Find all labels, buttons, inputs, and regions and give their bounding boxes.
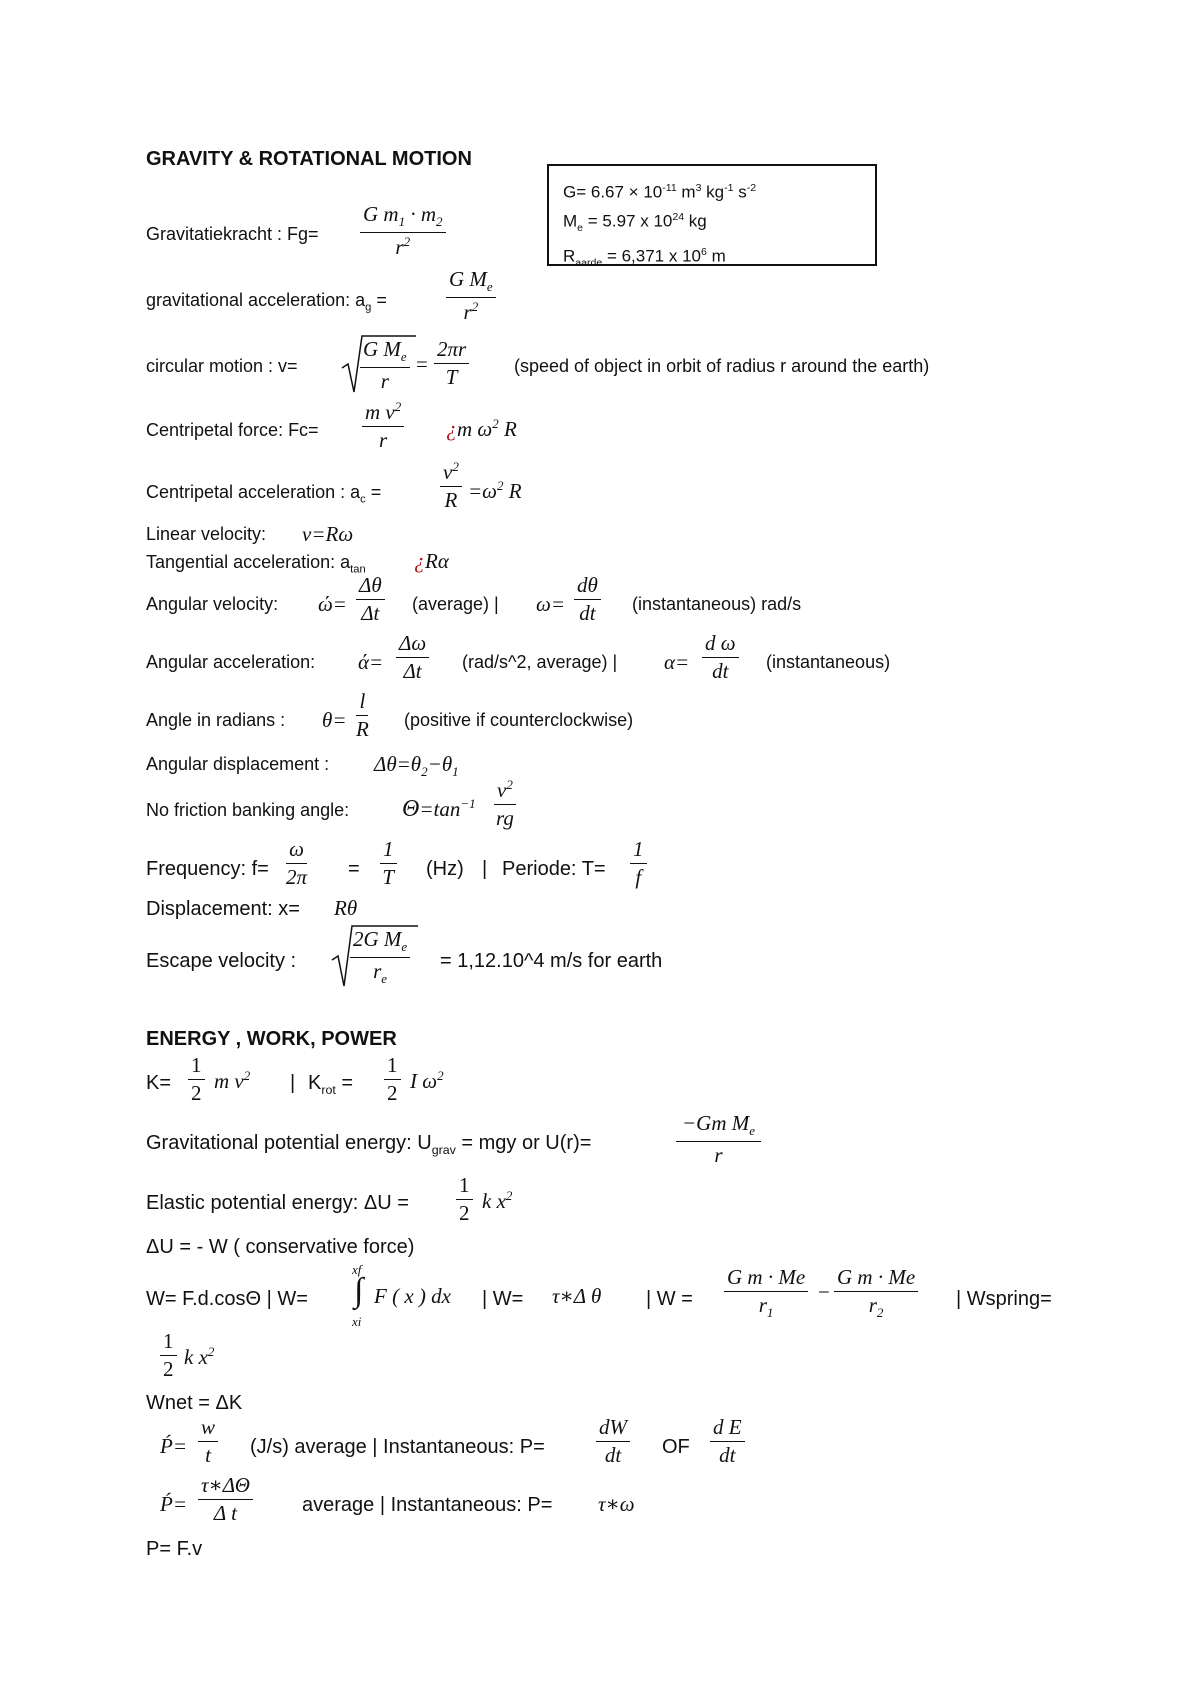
label-displacement: Displacement: x=	[146, 898, 300, 920]
label-periode: Periode: T=	[502, 858, 606, 880]
formula-angle-radians: $\frac{l}{R}$	[356, 689, 369, 742]
formula-tangential-acceleration: ¿Rα	[414, 548, 449, 573]
frequency-equals: =	[348, 858, 360, 880]
formula-power-rotational-inst: τ∗ω	[598, 1492, 635, 1516]
label-angle-radians: Angle in radians :	[146, 710, 286, 730]
formula-angular-acceleration-inst: $\frac{\text{d ω}}{dt}$	[702, 632, 739, 683]
minus-sign: −	[818, 1280, 830, 1304]
formula-linear-velocity: v=Rω	[302, 522, 354, 546]
integral-lower-limit: xi	[352, 1314, 362, 1329]
formula-centripetal-acceleration-alt: $=\omega^2$ R	[468, 478, 522, 503]
formula-frequency-omega: $\frac{\omega}{2\pi}$	[286, 837, 308, 890]
constant-g: $G= 6.67 \times 10^{-11}$ $m^3$ $kg^{-1}$ $s^{-2}$	[563, 182, 757, 202]
section-title-energy: ENERGY , WORK, POWER	[146, 1028, 397, 1050]
note-angle-radians: (positive if counterclockwise)	[404, 710, 634, 730]
formula-omega-inst-lhs: ω=	[536, 592, 565, 616]
formula-work-integral: F ( x ) dx	[374, 1284, 451, 1308]
label-banking-angle: No friction banking angle:	[146, 800, 350, 820]
formula-work-gravity-r2: $\frac{\text{G m · Me}}{r_2}$	[834, 1266, 918, 1321]
label-centripetal-force: Centripetal force: Fc=	[146, 420, 319, 440]
formula-grav-acceleration: $\frac{G M_e}{r^2}$	[446, 268, 496, 324]
label-grav-acceleration: gravitational acceleration: $a_g$ =	[146, 290, 387, 314]
formula-power-rotational-avg: $\frac{\tau∗\Delta\Theta}{\text{Δ t}}$	[198, 1474, 253, 1525]
label-circular-motion: circular motion : v=	[146, 356, 298, 376]
formula-kinetic-energy: m $v^2$	[214, 1068, 251, 1093]
formula-work-gravity-r1: $\frac{\text{G m · Me}}{r_1}$	[724, 1266, 808, 1321]
formula-escape-velocity: $\frac{2G M_e}{r_e}$	[350, 928, 410, 986]
formula-circular-motion-a: $\frac{G M_e}{r}$	[360, 338, 410, 393]
label-angular-displacement: Angular displacement :	[146, 754, 330, 774]
formula-angular-displacement: $\Delta\theta=\theta_2-\theta_1$	[374, 752, 459, 780]
formula-elastic-half: $\frac{1}{2}$	[456, 1174, 473, 1225]
integral-sign: ∫	[354, 1272, 364, 1309]
label-angular-velocity: Angular velocity:	[146, 594, 279, 614]
constant-r-aarde: $R_{aarde} = 6,371$ x $10^6$ m	[563, 245, 726, 269]
label-escape-velocity: Escape velocity :	[146, 950, 297, 972]
label-work-torque: | W=	[482, 1288, 524, 1310]
formula-banking-lhs: $\Theta=\tan^{-1}$	[402, 796, 476, 822]
escape-velocity-value: = 1,12.10^4 m/s for earth	[440, 950, 663, 972]
formula-kinetic-half: $\frac{1}{2}$	[188, 1054, 205, 1105]
formula-power-inst: $\frac{dW}{dt}$	[596, 1416, 630, 1467]
integral-upper-limit: xf	[352, 1262, 362, 1277]
label-elastic-potential: Elastic potential energy: ΔU =	[146, 1192, 409, 1214]
power-rotational-note: average | Instantaneous: P=	[302, 1494, 553, 1516]
formula-angular-velocity-inst: $\frac{d\theta}{dt}$	[574, 574, 601, 625]
label-work-gravity: | W =	[646, 1288, 693, 1310]
label-angular-acceleration: Angular acceleration:	[146, 652, 316, 672]
power-force-velocity: P= F.v	[146, 1538, 203, 1560]
label-linear-velocity: Linear velocity:	[146, 524, 267, 544]
label-frequency: Frequency: f=	[146, 858, 269, 880]
label-work-spring: | Wspring=	[956, 1288, 1052, 1310]
note-angular-acceleration-avg: (rad/s^2, average) |	[462, 652, 618, 672]
formula-work-spring: k $x^2$	[184, 1344, 215, 1369]
formula-centripetal-acceleration: $\frac{v^2}{R}$	[440, 460, 462, 512]
formula-theta-lhs: θ=	[322, 708, 347, 732]
formula-periode: $\frac{1}{f}$	[630, 838, 647, 889]
label-kinetic-energy: K=	[146, 1072, 172, 1094]
frequency-separator: |	[482, 858, 488, 880]
formula-displacement: Rθ	[334, 896, 358, 920]
constants-box	[547, 164, 877, 269]
formula-angular-acceleration-avg: $\frac{\Delta\omega}{\Delta t}$	[396, 632, 429, 683]
formula-centripetal-force: $\frac{m v^2}{r}$	[362, 400, 404, 452]
note-angular-acceleration-inst: (instantaneous)	[766, 652, 891, 672]
label-tangential-acceleration: Tangential acceleration: $a_{tan}$	[146, 552, 366, 576]
delta-u-conservative: ΔU = - W ( conservative force)	[146, 1236, 415, 1258]
formula-elastic-potential: k $x^2$	[482, 1188, 513, 1213]
note-circular-motion: (speed of object in orbit of radius r around the earth)	[514, 356, 930, 376]
formula-spring-half: $\frac{1}{2}$	[160, 1330, 177, 1381]
kinetic-separator: |	[290, 1072, 296, 1094]
formula-centripetal-force-alt: ¿m $\omega^2$ R	[446, 416, 517, 441]
power-average-note: (J/s) average | Instantaneous: P=	[250, 1436, 545, 1458]
formula-frequency-period: $\frac{1}{T}$	[380, 838, 397, 889]
work-energy-theorem: Wnet = ΔK	[146, 1392, 243, 1414]
formula-banking-angle: $\frac{v^2}{rg}$	[495, 777, 514, 831]
constant-me: $M_e = 5.97$ x $10^{24}$ kg	[563, 210, 707, 234]
label-work: W= F.d.cosΘ | W=	[146, 1288, 308, 1310]
equals-sign: =	[416, 352, 428, 376]
label-gravitational-potential: Gravitational potential energy: $U_{grav}$ = mgy or U(r)=	[146, 1132, 592, 1157]
label-gravitatiekracht: Gravitatiekracht : Fg=	[146, 224, 319, 244]
formula-work-torque: τ∗Δ θ	[552, 1284, 602, 1308]
formula-power-avg: $\frac{w}{t}$	[198, 1416, 218, 1467]
formula-angular-velocity-avg: $\frac{\Delta\theta}{\Delta t}$	[356, 574, 385, 625]
formula-power-rot-lhs: Ṕ=	[160, 1492, 187, 1516]
formula-alpha-inst-lhs: α=	[664, 650, 690, 674]
formula-rotational-half: $\frac{1}{2}$	[384, 1054, 401, 1105]
formula-circular-motion-b: $\frac{2\pi r}{T}$	[434, 338, 469, 389]
power-or: OF	[662, 1436, 690, 1458]
formula-rotational-energy: I $\omega^2$	[410, 1068, 444, 1093]
label-rotational-energy: $K_{rot}$ =	[308, 1072, 354, 1097]
formula-gravitational-force: $\frac{G m_1 \cdot m_2}{r^2}$	[360, 203, 446, 259]
formula-power-energy: $\frac{\text{d E}}{dt}$	[710, 1416, 745, 1467]
label-centripetal-acceleration: Centripetal acceleration : $a_c$ =	[146, 482, 382, 506]
note-angular-velocity-avg: (average) |	[412, 594, 499, 614]
formula-power-avg-lhs: Ṕ=	[160, 1434, 187, 1458]
formula-gravitational-potential: $\frac{-Gm M_e}{r}$	[676, 1112, 761, 1167]
formula-alpha-avg-lhs: ά=	[358, 650, 384, 674]
formula-omega-avg-lhs: ώ=	[318, 592, 347, 616]
frequency-unit: (Hz)	[426, 858, 464, 880]
note-angular-velocity-inst: (instantaneous) rad/s	[632, 594, 802, 614]
section-title-gravity: GRAVITY & ROTATIONAL MOTION	[146, 148, 472, 170]
